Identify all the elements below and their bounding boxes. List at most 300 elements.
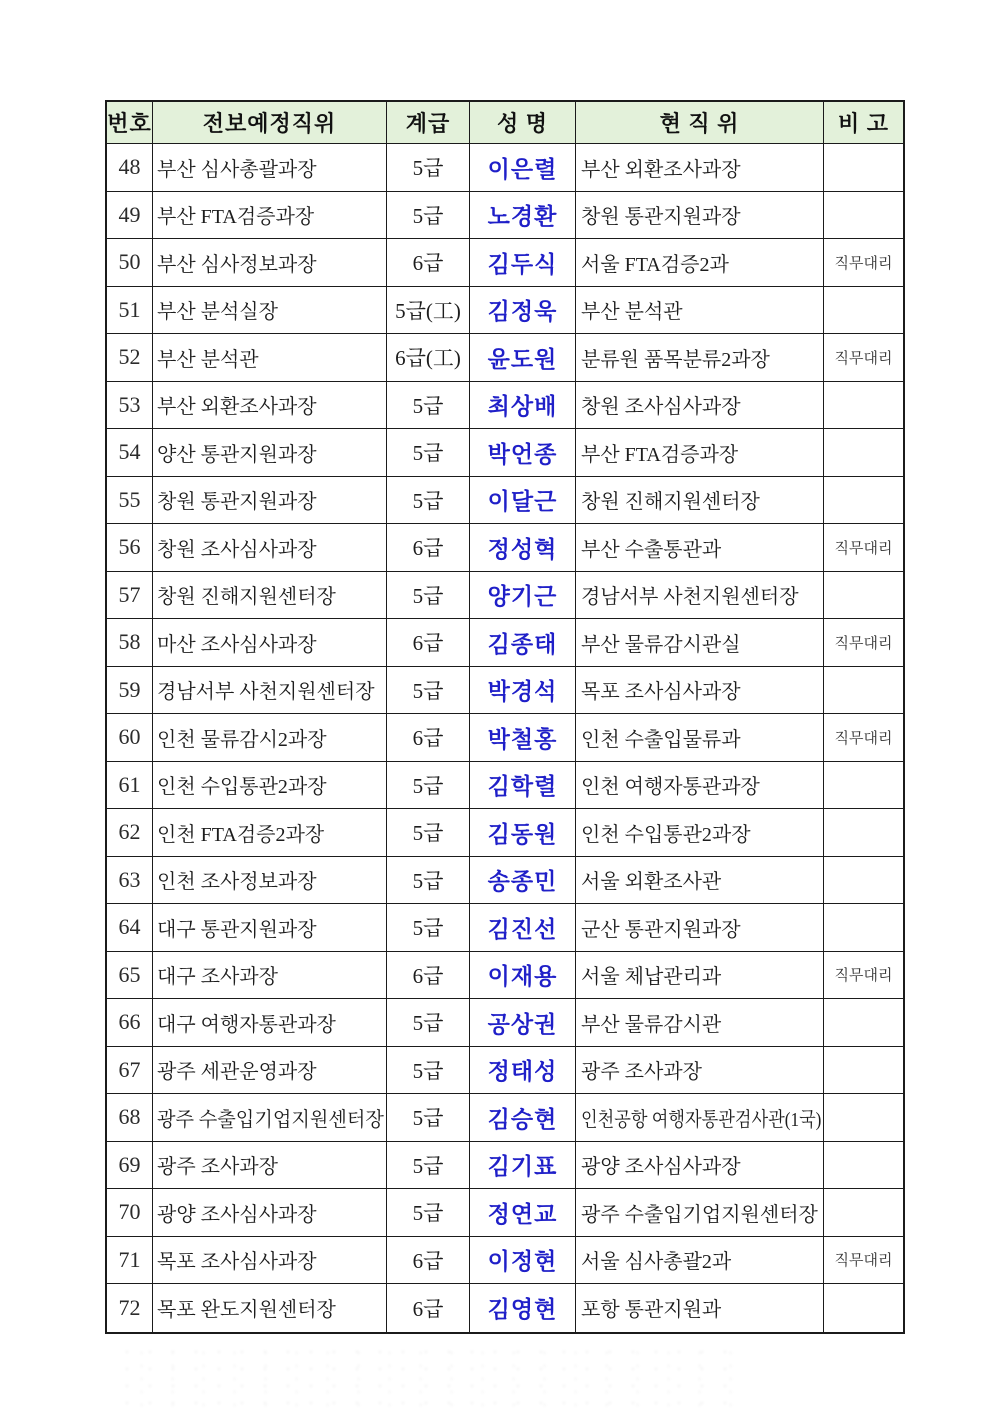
cell-rank-text: 5급 <box>412 773 444 798</box>
cell-rank-text: 5급(工) <box>395 298 461 323</box>
cell-current-position-text: 분류원 품목분류2과장 <box>581 348 770 371</box>
cell-no-text: 62 <box>118 819 141 845</box>
cell-note <box>824 1237 903 1285</box>
cell-rank-text: 6급 <box>412 726 444 751</box>
cell-note <box>824 382 903 430</box>
cell-name-text: 노경환 <box>487 203 558 230</box>
cell-no-text: 69 <box>118 1151 141 1177</box>
cell-name <box>470 619 576 667</box>
header-no: 번호 <box>107 102 153 144</box>
cell-name <box>470 1237 576 1285</box>
cell-name-text: 윤도원 <box>487 345 558 372</box>
cell-current-position-text: 인천공항 여행자통관검사관(1국) <box>581 1108 822 1131</box>
cell-note <box>824 524 903 572</box>
cell-planned-position-text: 부산 외환조사과장 <box>157 396 317 419</box>
cell-name <box>470 334 576 382</box>
cell-current-position-text: 서울 외환조사관 <box>581 871 722 894</box>
cell-current-position <box>576 192 824 240</box>
cell-no-text: 54 <box>118 439 141 465</box>
cell-current-position-text: 인천 여행자통관과장 <box>581 776 760 799</box>
table-row <box>107 999 903 1047</box>
cell-planned-position <box>153 1284 387 1332</box>
table-row <box>107 334 903 382</box>
cell-name <box>470 477 576 525</box>
cell-no <box>107 1094 153 1142</box>
cell-name-text: 이은렬 <box>487 155 558 182</box>
cell-no-text: 60 <box>118 724 141 750</box>
cell-planned-position <box>153 619 387 667</box>
cell-current-position <box>576 714 824 762</box>
cell-current-position <box>576 382 824 430</box>
cell-rank <box>387 192 470 240</box>
cell-rank-text: 5급 <box>412 916 444 941</box>
cell-planned-position-text: 목포 완도지원센터장 <box>157 1299 336 1322</box>
cell-name <box>470 287 576 335</box>
cell-planned-position <box>153 1189 387 1237</box>
table-row <box>107 1189 903 1237</box>
scan-noise-artifact <box>120 1345 740 1407</box>
cell-note-text: 직무대리 <box>834 730 893 747</box>
header-current: 현 직 위 <box>576 102 824 144</box>
cell-rank <box>387 999 470 1047</box>
cell-current-position-text: 부산 물류감시관 <box>581 1013 722 1036</box>
cell-name-text: 박경석 <box>487 678 558 705</box>
cell-name <box>470 1047 576 1095</box>
cell-note <box>824 857 903 905</box>
cell-no-text: 55 <box>118 486 141 512</box>
transfer-table <box>105 100 905 1334</box>
cell-current-position <box>576 1094 824 1142</box>
cell-planned-position <box>153 667 387 715</box>
table-row <box>107 1047 903 1095</box>
cell-planned-position-text: 인천 조사정보과장 <box>157 871 317 894</box>
cell-planned-position-text: 인천 수입통관2과장 <box>157 776 327 799</box>
cell-name <box>470 904 576 952</box>
cell-name-text: 김학렬 <box>487 773 558 800</box>
table-row <box>107 619 903 667</box>
cell-current-position <box>576 239 824 287</box>
cell-current-position-text: 부산 외환조사과장 <box>581 158 741 181</box>
cell-no <box>107 144 153 192</box>
cell-rank-text: 5급 <box>412 821 444 846</box>
cell-no-text: 66 <box>118 1009 141 1035</box>
cell-planned-position-text: 부산 분석관 <box>157 348 259 371</box>
cell-current-position-text: 서울 체납관리과 <box>581 966 722 989</box>
cell-planned-position-text: 대구 조사과장 <box>157 966 278 989</box>
cell-current-position-text: 인천 수출입물류과 <box>581 728 741 751</box>
cell-planned-position <box>153 904 387 952</box>
cell-current-position <box>576 334 824 382</box>
cell-planned-position <box>153 192 387 240</box>
cell-rank-text: 5급 <box>412 203 444 228</box>
cell-no <box>107 429 153 477</box>
cell-no <box>107 667 153 715</box>
cell-current-position <box>576 144 824 192</box>
cell-rank <box>387 144 470 192</box>
cell-rank-text: 5급 <box>412 1106 444 1131</box>
table-row <box>107 192 903 240</box>
cell-no <box>107 334 153 382</box>
cell-rank-text: 5급 <box>412 1011 444 1036</box>
cell-note <box>824 809 903 857</box>
cell-note <box>824 762 903 810</box>
cell-rank-text: 6급 <box>412 1296 444 1321</box>
cell-rank <box>387 1284 470 1332</box>
table-header-row <box>107 102 903 144</box>
cell-note <box>824 334 903 382</box>
cell-current-position <box>576 904 824 952</box>
cell-name <box>470 144 576 192</box>
header-rank: 계급 <box>387 102 470 144</box>
cell-current-position <box>576 952 824 1000</box>
table-row <box>107 144 903 192</box>
cell-rank-text: 6급 <box>412 251 444 276</box>
cell-name <box>470 1284 576 1332</box>
cell-name <box>470 952 576 1000</box>
header-note: 비 고 <box>824 102 903 144</box>
cell-name-text: 김종태 <box>487 630 558 657</box>
table-row <box>107 904 903 952</box>
cell-planned-position <box>153 1237 387 1285</box>
cell-rank-text: 6급 <box>412 536 444 561</box>
table-row <box>107 429 903 477</box>
cell-planned-position <box>153 429 387 477</box>
cell-no <box>107 1237 153 1285</box>
cell-no-text: 65 <box>118 961 141 987</box>
cell-planned-position-text: 광양 조사심사과장 <box>157 1203 317 1226</box>
cell-rank-text: 6급 <box>412 631 444 656</box>
cell-note <box>824 144 903 192</box>
table-body <box>107 144 903 1332</box>
cell-no <box>107 1142 153 1190</box>
cell-name-text: 김두식 <box>487 250 558 277</box>
cell-planned-position-text: 창원 통관지원과장 <box>157 491 317 514</box>
cell-rank <box>387 857 470 905</box>
cell-name-text: 김승현 <box>487 1105 558 1132</box>
cell-rank <box>387 1047 470 1095</box>
header-planned: 전보예정직위 <box>153 102 387 144</box>
cell-no-text: 51 <box>118 296 141 322</box>
table-row <box>107 762 903 810</box>
cell-no-text: 56 <box>118 534 141 560</box>
cell-rank <box>387 809 470 857</box>
cell-rank-text: 5급 <box>412 488 444 513</box>
cell-name-text: 정연교 <box>487 1200 558 1227</box>
cell-current-position <box>576 619 824 667</box>
cell-name-text: 정성혁 <box>487 535 558 562</box>
cell-note <box>824 667 903 715</box>
table-row <box>107 809 903 857</box>
cell-no <box>107 952 153 1000</box>
cell-no-text: 57 <box>118 581 141 607</box>
cell-current-position <box>576 857 824 905</box>
cell-rank-text: 6급 <box>412 963 444 988</box>
cell-no <box>107 1047 153 1095</box>
table-row <box>107 382 903 430</box>
cell-current-position-text: 부산 물류감시관실 <box>581 633 741 656</box>
cell-rank <box>387 667 470 715</box>
table-row <box>107 857 903 905</box>
cell-no <box>107 192 153 240</box>
cell-current-position-text: 포항 통관지원과 <box>581 1299 722 1322</box>
cell-name-text: 이재용 <box>487 963 558 990</box>
cell-no <box>107 239 153 287</box>
cell-note <box>824 1284 903 1332</box>
cell-rank-text: 6급 <box>412 1248 444 1273</box>
table-row <box>107 239 903 287</box>
cell-no <box>107 762 153 810</box>
cell-current-position <box>576 477 824 525</box>
cell-name-text: 김동원 <box>487 820 558 847</box>
cell-rank-text: 6급(工) <box>395 346 461 371</box>
cell-rank <box>387 714 470 762</box>
cell-rank <box>387 1094 470 1142</box>
cell-no <box>107 999 153 1047</box>
cell-current-position-text: 부산 FTA검증과장 <box>581 443 739 466</box>
cell-name-text: 이정현 <box>487 1248 558 1275</box>
cell-note-text: 직무대리 <box>834 350 893 367</box>
cell-current-position-text: 군산 통관지원과장 <box>581 918 741 941</box>
cell-name-text: 김기표 <box>487 1153 558 1180</box>
cell-no-text: 71 <box>118 1246 141 1272</box>
cell-current-position <box>576 1047 824 1095</box>
cell-planned-position <box>153 144 387 192</box>
cell-rank <box>387 524 470 572</box>
table-row <box>107 287 903 335</box>
cell-note <box>824 619 903 667</box>
cell-name <box>470 572 576 620</box>
table-row <box>107 1284 903 1332</box>
cell-name <box>470 429 576 477</box>
cell-rank <box>387 1237 470 1285</box>
cell-no <box>107 714 153 762</box>
cell-planned-position <box>153 857 387 905</box>
cell-rank <box>387 287 470 335</box>
cell-current-position <box>576 667 824 715</box>
cell-planned-position <box>153 1047 387 1095</box>
cell-current-position-text: 부산 수출통관과 <box>581 538 722 561</box>
cell-name-text: 송종민 <box>487 868 558 895</box>
cell-planned-position-text: 부산 심사총괄과장 <box>157 158 317 181</box>
cell-name <box>470 192 576 240</box>
cell-name <box>470 999 576 1047</box>
cell-planned-position <box>153 477 387 525</box>
cell-no-text: 50 <box>118 249 141 275</box>
cell-name-text: 정태성 <box>487 1058 558 1085</box>
cell-current-position <box>576 1237 824 1285</box>
cell-planned-position <box>153 1094 387 1142</box>
cell-current-position-text: 창원 통관지원과장 <box>581 206 741 229</box>
cell-rank-text: 5급 <box>412 441 444 466</box>
cell-rank-text: 5급 <box>412 393 444 418</box>
cell-rank <box>387 429 470 477</box>
cell-no <box>107 287 153 335</box>
cell-name <box>470 667 576 715</box>
cell-current-position-text: 광양 조사심사과장 <box>581 1156 741 1179</box>
table-row <box>107 572 903 620</box>
cell-current-position <box>576 999 824 1047</box>
cell-note <box>824 1142 903 1190</box>
cell-no <box>107 1189 153 1237</box>
cell-name <box>470 524 576 572</box>
cell-no-text: 49 <box>118 201 141 227</box>
cell-current-position-text: 부산 분석관 <box>581 301 683 324</box>
cell-no <box>107 1284 153 1332</box>
cell-note <box>824 1047 903 1095</box>
cell-name-text: 김정욱 <box>487 298 558 325</box>
cell-note-text: 직무대리 <box>834 540 893 557</box>
cell-planned-position-text: 마산 조사심사과장 <box>157 633 317 656</box>
cell-current-position <box>576 287 824 335</box>
cell-planned-position <box>153 334 387 382</box>
cell-no <box>107 857 153 905</box>
table-row <box>107 1237 903 1285</box>
cell-note <box>824 477 903 525</box>
cell-rank <box>387 904 470 952</box>
cell-planned-position <box>153 239 387 287</box>
cell-note-text: 직무대리 <box>834 255 893 272</box>
cell-name-text: 최상배 <box>487 393 558 420</box>
table-row <box>107 667 903 715</box>
table-row <box>107 524 903 572</box>
cell-rank-text: 5급 <box>412 1201 444 1226</box>
cell-current-position-text: 목포 조사심사과장 <box>581 681 741 704</box>
cell-note <box>824 239 903 287</box>
cell-rank <box>387 572 470 620</box>
cell-current-position <box>576 1284 824 1332</box>
cell-name <box>470 1094 576 1142</box>
cell-note <box>824 429 903 477</box>
cell-no <box>107 572 153 620</box>
cell-planned-position-text: 양산 통관지원과장 <box>157 443 317 466</box>
cell-rank-text: 5급 <box>412 1153 444 1178</box>
cell-name-text: 김영현 <box>487 1296 558 1323</box>
cell-note <box>824 192 903 240</box>
cell-planned-position <box>153 762 387 810</box>
cell-current-position <box>576 809 824 857</box>
cell-no-text: 70 <box>118 1199 141 1225</box>
cell-planned-position-text: 광주 세관운영과장 <box>157 1061 317 1084</box>
cell-note <box>824 287 903 335</box>
cell-rank <box>387 477 470 525</box>
cell-planned-position-text: 경남서부 사천지원센터장 <box>157 681 375 704</box>
cell-name <box>470 714 576 762</box>
cell-planned-position <box>153 714 387 762</box>
cell-note-text: 직무대리 <box>834 635 893 652</box>
cell-name-text: 박철홍 <box>487 725 558 752</box>
cell-current-position-text: 경남서부 사천지원센터장 <box>581 586 799 609</box>
cell-no-text: 53 <box>118 391 141 417</box>
cell-note <box>824 952 903 1000</box>
cell-no-text: 52 <box>118 344 141 370</box>
cell-current-position-text: 광주 수출입기업지원센터장 <box>581 1203 818 1226</box>
cell-current-position-text: 광주 조사과장 <box>581 1061 702 1084</box>
cell-name-text: 김진선 <box>487 915 558 942</box>
cell-no-text: 58 <box>118 629 141 655</box>
cell-current-position <box>576 429 824 477</box>
cell-planned-position-text: 대구 통관지원과장 <box>157 918 317 941</box>
cell-planned-position-text: 광주 조사과장 <box>157 1156 278 1179</box>
cell-no <box>107 477 153 525</box>
cell-rank <box>387 1189 470 1237</box>
cell-planned-position-text: 광주 수출입기업지원센터장 <box>157 1108 384 1131</box>
cell-current-position <box>576 1189 824 1237</box>
cell-rank <box>387 382 470 430</box>
cell-rank-text: 5급 <box>412 1058 444 1083</box>
cell-rank <box>387 239 470 287</box>
cell-planned-position <box>153 809 387 857</box>
cell-current-position-text: 창원 조사심사과장 <box>581 396 741 419</box>
cell-planned-position <box>153 952 387 1000</box>
cell-current-position <box>576 572 824 620</box>
cell-no <box>107 524 153 572</box>
cell-no-text: 68 <box>118 1104 141 1130</box>
cell-planned-position-text: 대구 여행자통관과장 <box>157 1013 336 1036</box>
cell-current-position-text: 창원 진해지원센터장 <box>581 491 760 514</box>
table-row <box>107 1094 903 1142</box>
table-row <box>107 477 903 525</box>
cell-rank-text: 5급 <box>412 868 444 893</box>
cell-no <box>107 382 153 430</box>
cell-no <box>107 809 153 857</box>
cell-no-text: 59 <box>118 676 141 702</box>
cell-note <box>824 904 903 952</box>
cell-planned-position-text: 부산 FTA검증과장 <box>157 206 315 229</box>
cell-planned-position <box>153 382 387 430</box>
cell-no-text: 64 <box>118 914 141 940</box>
cell-name <box>470 382 576 430</box>
cell-note <box>824 1189 903 1237</box>
cell-current-position <box>576 1142 824 1190</box>
cell-current-position-text: 인천 수입통관2과장 <box>581 823 751 846</box>
table-row <box>107 714 903 762</box>
cell-planned-position-text: 부산 심사정보과장 <box>157 253 317 276</box>
cell-note-text: 직무대리 <box>834 1253 893 1270</box>
cell-rank-text: 5급 <box>412 678 444 703</box>
cell-name-text: 양기근 <box>487 583 558 610</box>
cell-rank <box>387 334 470 382</box>
cell-planned-position-text: 부산 분석실장 <box>157 301 278 324</box>
cell-note <box>824 714 903 762</box>
cell-name <box>470 857 576 905</box>
cell-current-position-text: 서울 심사총괄2과 <box>581 1251 732 1274</box>
cell-name <box>470 239 576 287</box>
cell-planned-position-text: 목포 조사심사과장 <box>157 1251 317 1274</box>
cell-name <box>470 762 576 810</box>
cell-planned-position <box>153 999 387 1047</box>
cell-planned-position <box>153 1142 387 1190</box>
cell-note <box>824 572 903 620</box>
cell-no-text: 63 <box>118 866 141 892</box>
cell-note <box>824 1094 903 1142</box>
cell-current-position <box>576 524 824 572</box>
table-row <box>107 952 903 1000</box>
cell-planned-position-text: 창원 조사심사과장 <box>157 538 317 561</box>
cell-name <box>470 1189 576 1237</box>
cell-rank-text: 5급 <box>412 156 444 181</box>
cell-no <box>107 619 153 667</box>
cell-current-position-text: 서울 FTA검증2과 <box>581 253 729 276</box>
cell-no-text: 48 <box>118 154 141 180</box>
cell-planned-position <box>153 287 387 335</box>
cell-planned-position-text: 창원 진해지원센터장 <box>157 586 336 609</box>
cell-rank <box>387 952 470 1000</box>
cell-name <box>470 1142 576 1190</box>
cell-name <box>470 809 576 857</box>
cell-planned-position-text: 인천 물류감시2과장 <box>157 728 327 751</box>
cell-rank-text: 5급 <box>412 583 444 608</box>
cell-no <box>107 904 153 952</box>
